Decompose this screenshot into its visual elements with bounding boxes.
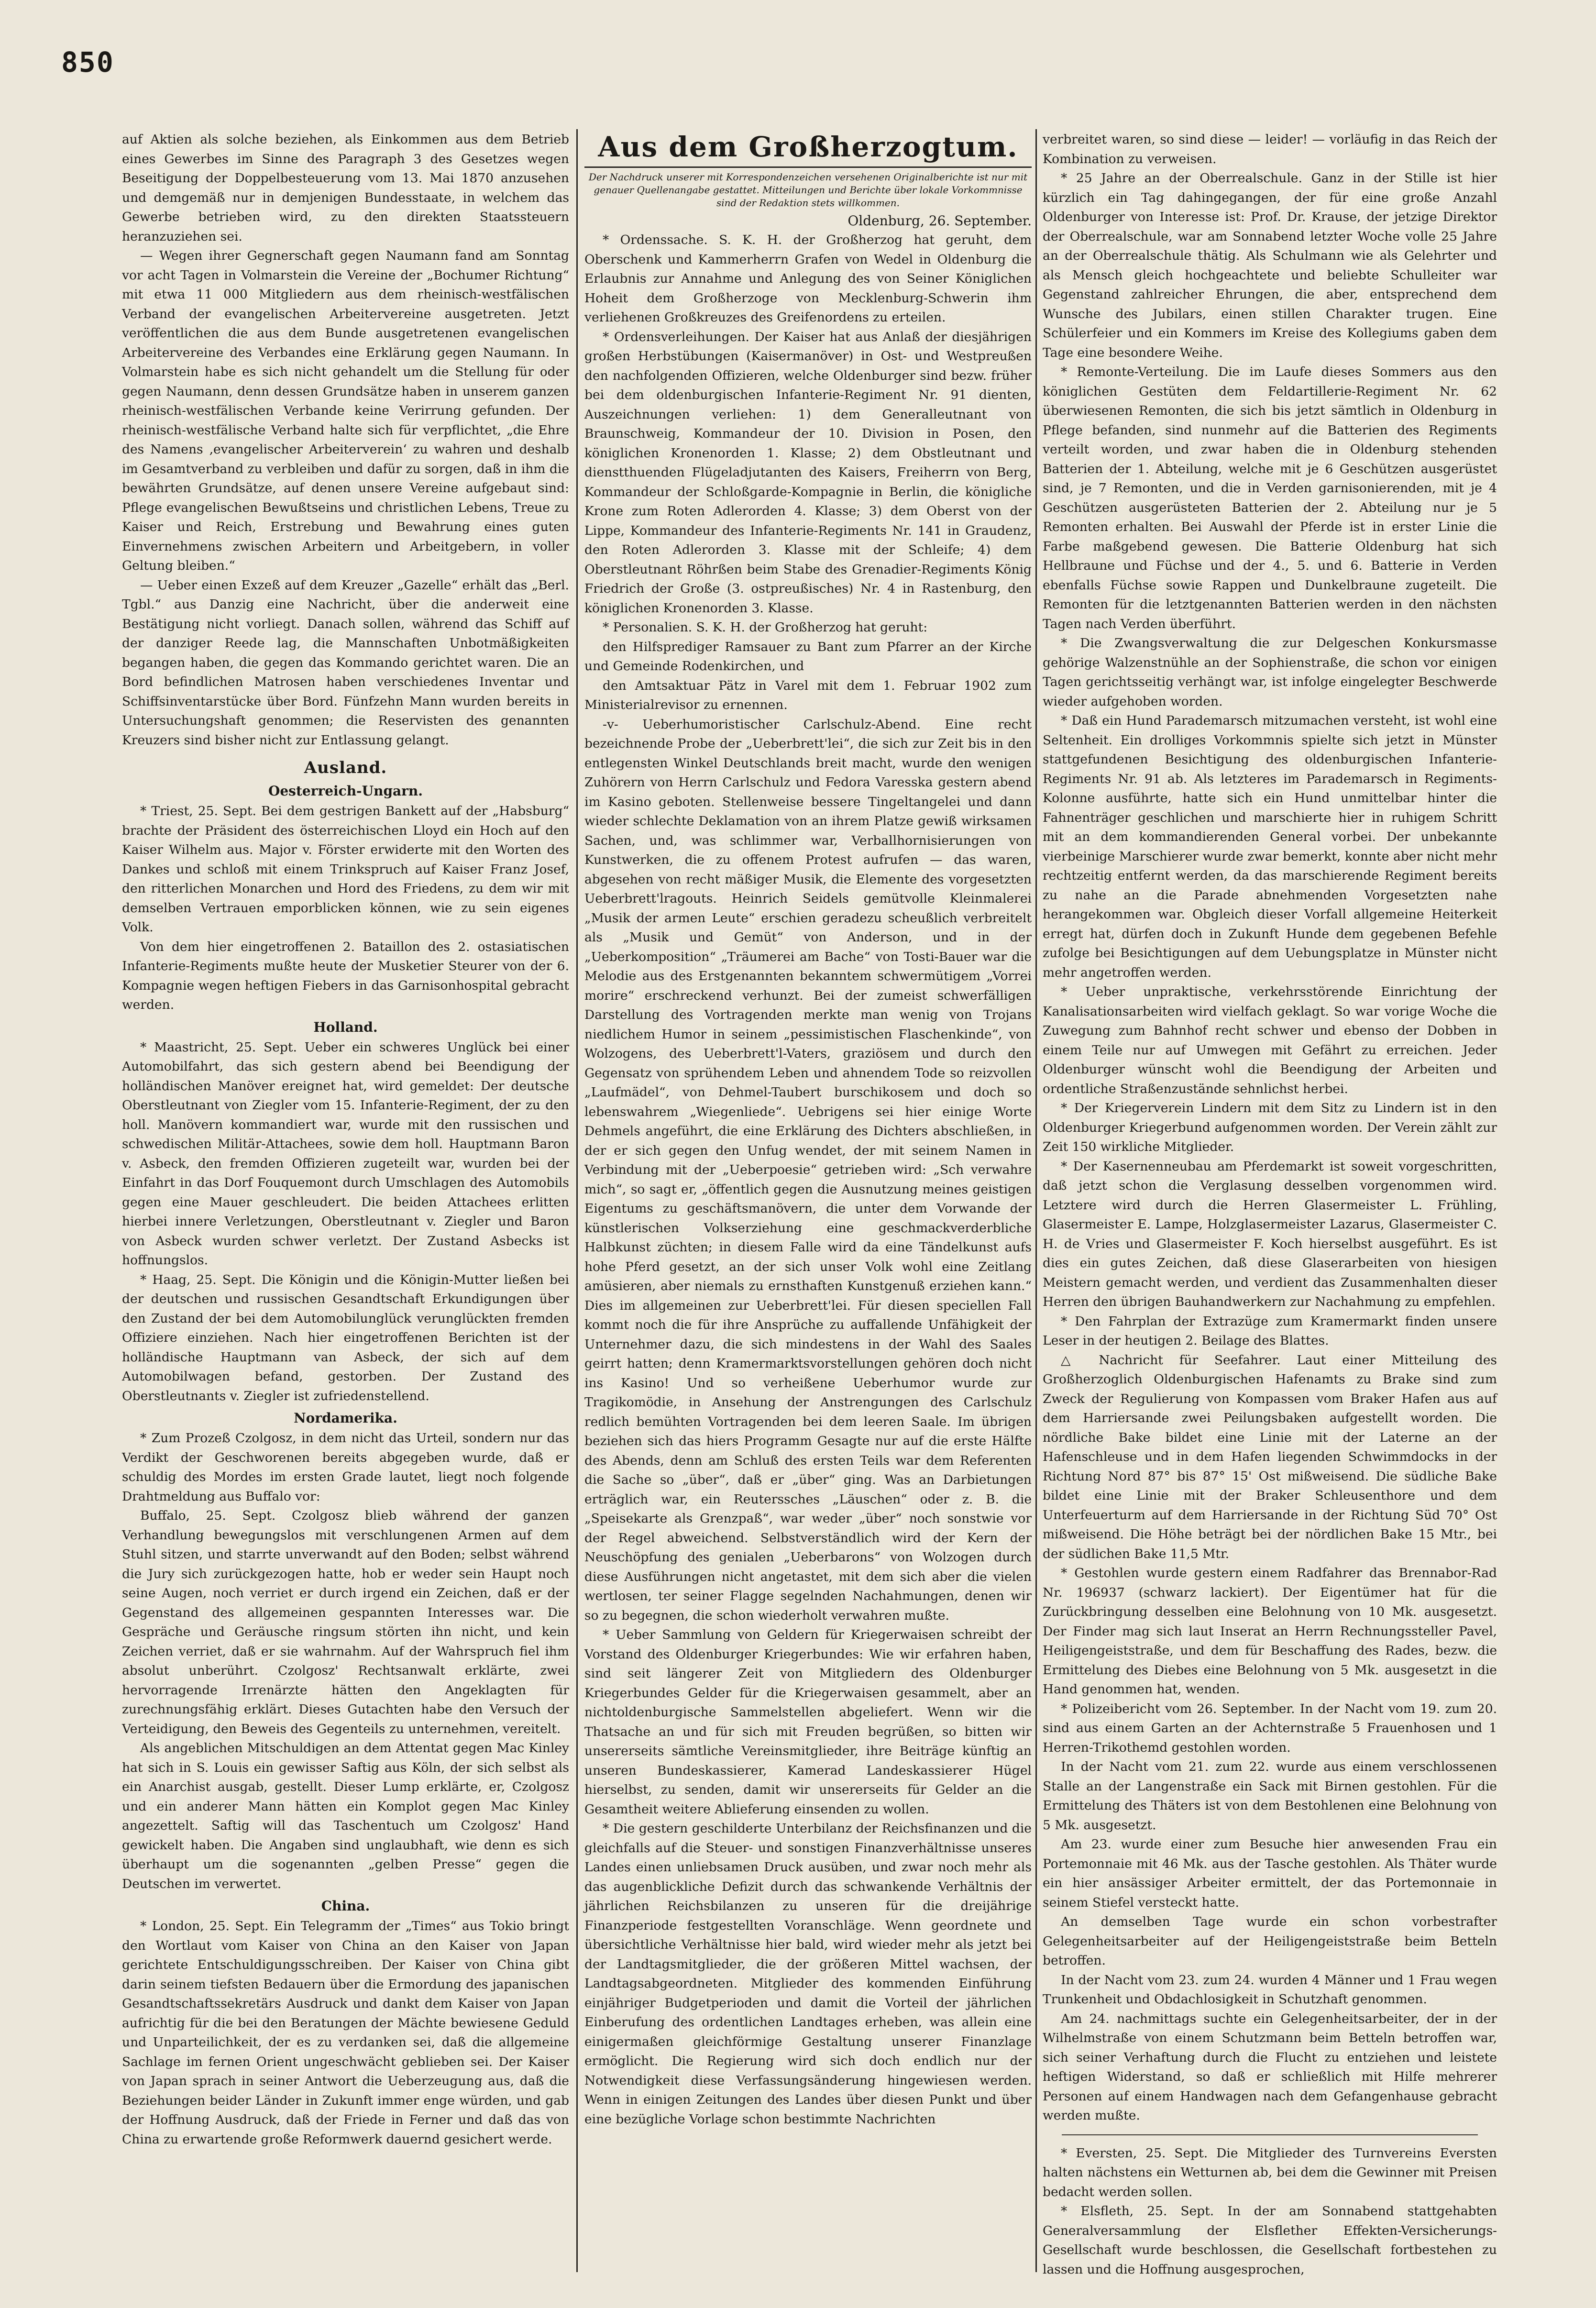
article-paragraph: * 25 Jahre an der Oberrealschule. Ganz in der Stille ist hier kürzlich ein Tag dahingegangen, der für eine große Anzahl Oldenburger von Interesse ist: Prof. Dr. Krause, der jetzige Direktor der Oberrealschule, war am Sonnabend letzter Woche volle 25 Jahre an der Oberrealschule thätig. Als Schulmann wie als Gelehrter und als Mensch gleich hochgeachtete und beliebte Schulleiter war Gegenstand zahlreicher Ehrungen, die aber, entsprechend dem Wunsche des Jubilars, einen stillen Charakter trugen. Eine Schülerfeier und ein Kommers im Kreise des Kollegiums gaben dem Tage eine besondere Weihe. (1043, 171, 1497, 360)
article-paragraph: * Maastricht, 25. Sept. Ueber ein schweres Unglück bei einer Automobilfahrt, das sich gestern abend bei Beendigung der holländischen Manöver ereignet hat, wird gemeldet: Der deutsche Oberstleutnant von Ziegler vom 15. Infanterie-Regiment, der zu den holl. Manövern kommandiert war, wurde mit den russischen und schwedischen Militär-Attachees, sowie dem holl. Hauptmann Baron v. Asbeck, den fremden Offizieren zugeteilt war, wurden bei der Einfahrt in das Dorf Fouquemont durch Umschlagen des Automobils gegen eine Mauer geschleudert. Die beiden Attachees erlitten hierbei innere Verletzungen, Oberstleutnant v. Ziegler und Baron von Asbeck wurden schwer verletzt. Der Zustand Asbecks ist hoffnungslos. (122, 1039, 569, 1268)
column-rule (1035, 129, 1037, 2272)
article-paragraph: * Remonte-Verteilung. Die im Laufe dieses Sommers aus den königlichen Gestüten dem Feldartillerie-Regiment Nr. 62 überwiesenen Remonten, die sich bis jetzt sämtlich in Oldenburg in Pflege befanden, sind nunmehr auf die Batterien des Regiments verteilt worden, und zwar haben die in Oldenburg stehenden Batterien der 1. Abteilung, welche mit je 6 Geschützen ausgerüstet sind, je 7 Remonten, und die in Verden garnisonierenden, mit je 4 Geschützen ausgerüsteten Batterien der 2. Abteilung nur je 5 Remonten erhalten. Bei Auswahl der Pferde ist in erster Linie die Farbe maßgebend gewesen. Die Batterie Oldenburg hat sich Hellbraune und Füchse und der 4., 5. und 6. Batterie in Verden ebenfalls Füchse sowie Rappen und Dunkelbraune zugeteilt. Die Remonten für die letztgenannten Batterien werden in den nächsten Tagen nach Verden überführt. (1043, 364, 1497, 631)
article-paragraph: — Ueber einen Exzeß auf dem Kreuzer „Gazelle“ erhält das „Berl. Tgbl.“ aus Danzig eine Nachricht, über die anderweit eine Bestätigung nicht vorliegt. Danach sollen, während das Schiff auf der danziger Reede lag, die Mannschaften Unbotmäßigkeiten begangen haben, die gegen das Kommando gerichtet waren. Die an Bord befindlichen Matrosen haben verschiedenes Inventar und Schiffsinventarstücke über Bord. Fünfzehn Mann wurden bereits in Untersuchungshaft genommen; die Reservisten des genannten Kreuzers sind bisher nicht zur Entlassung gelangt. (122, 577, 569, 748)
article-paragraph: * Haag, 25. Sept. Die Königin und die Königin-Mutter ließen bei der deutschen und russischen Gesandtschaft Erkundigungen über den Zustand der bei dem Automobilunglück verunglückten fremden Offiziere einziehen. Nach hier eingetroffenen Berichten ist der holländische Hauptmann van Asbeck, der sich auf dem Automobilwagen befand, gestorben. Der Zustand des Oberstleutnants v. Ziegler ist zufriedenstellend. (122, 1272, 569, 1403)
article-paragraph: auf Aktien als solche beziehen, als Einkommen aus dem Betrieb eines Gewerbes im Sinne des Paragraph 3 des Gesetzes wegen Beseitigung der Doppelbesteuerung vom 13. Mai 1870 anzusehen und demgemäß nur in demjenigen Bundesstaate, in welchem das Gewerbe betrieben wird, zu den direkten Staatssteuern heranzuziehen sei. (122, 132, 569, 244)
article-paragraph: In der Nacht vom 23. zum 24. wurden 4 Männer und 1 Frau wegen Trunkenheit und Obdachlosigkeit in Schutzhaft genommen. (1043, 1972, 1497, 2007)
article-paragraph: * Daß ein Hund Parademarsch mitzumachen versteht, ist wohl eine Seltenheit. Ein drolliges Vorkommnis spielte sich jetzt in Münster stattgefundenen Besichtigung des oldenburgischen Infanterie-Regiments Nr. 91 ab. Als letzteres im Parademarsch in Regiments-Kolonne ausführte, hatte sich ein Hund unmittelbar hinter die Fahnenträger geschlichen und marschierte hier in ruhigem Schritt mit an dem kommandierenden General vorbei. Der unbekannte vierbeinige Marschierer wurde zwar bemerkt, konnte aber nicht mehr rechtzeitig entfernt werden, da das marschierende Regiment bereits zu nahe an die Parade abnehmenden Vorgesetzten nahe herangekommen war. Obgleich dieser Vorfall allgemeine Heiterkeit erregt hat, dürfen doch in Zukunft Hunde dem gegebenen Befehle zufolge bei Besichtigungen auf dem Uebungsplatze in Münster nicht mehr angetroffen werden. (1043, 713, 1497, 980)
article-paragraph: Am 23. wurde einer zum Besuche hier anwesenden Frau ein Portemonnaie mit 46 Mk. aus der Tasche gestohlen. Als Thäter wurde ein hier ansässiger Arbeiter ermittelt, der das Portemonnaie in seinem Stiefel versteckt hatte. (1043, 1837, 1497, 1910)
article-paragraph: * Eversten, 25. Sept. Die Mitglieder des Turnvereins Eversten halten nächstens ein Wetturnen ab, bei dem die Gewinner mit Preisen bedacht werden sollen. (1043, 2145, 1497, 2199)
dateline: Oldenburg, 26. September. (848, 213, 1032, 229)
article-paragraph: verbreitet waren, so sind diese — leider! — vorläufig in das Reich der Kombination zu verweisen. (1043, 132, 1497, 166)
article-paragraph: -v- Ueberhumoristischer Carlschulz-Abend. Eine recht bezeichnende Probe der „Ueberbrett'lei“, die sich zur Zeit bis in den entlegensten Winkel Deutschlands breit macht, wurde den wenigen Zuhörern von Herrn Carlschulz und Fedora Varesska gestern abend im Kasino geboten. Stellenweise bessere Tingeltangelei und dann wieder schlechte Deklamation von an ihrem Platze gewiß wirksamen Sachen, und, was schlimmer war, Verballhornisierungen von Kunstwerken, die zu offenem Protest aufrufen — das waren, abgesehen von recht mäßiger Musik, die Elemente des vorgesetzten Ueberbrett'lragouts. Heinrich Seidels gemütvolle Kleinmalerei „Musik der armen Leute“ erschien geradezu scheußlich verbreitelt als „Musik und Gemüt“ von Anderson, und in der „Ueberkomposition“ „Träumerei am Bache“ von Tosti-Bauer war die Melodie aus des Erstgenannten bekanntem schwermütigem „Vorrei morire“ erschreckend verhunzt. Bei der zumeist schwerfälligen Darstellung des Vortragenden merkte man wenig von Trojans niedlichem Humor in seinem „pessimistischen Flaschenkinde“, von Wolzogens, des Ueberbrett'l-Vaters, graziösem und durch den Gegensatz von sprühendem Leben und ahnendem Tode so reizvollen „Laufmädel“, von Dehmel-Taubert burschikosem und doch so lebenswahrem „Wiegenliede“. Uebrigens sei hier einige Worte Dehmels angeführt, die eine Erklärung des Dichters abschließen, in der er sich gegen den Unfug wendet, der mit seinem Namen in Verbindung mit der „Ueberpoesie“ getrieben wird: „Sch verwahre mich“, so sagt er, „öffentlich gegen die Ausnutzung meines geistigen Eigentums zu geschäftsmanövern, die unter dem Vorwande der künstlerischen Volkserziehung eine geschmackverderbliche Halbkunst züchten; in diesem Falle wird da eine Tändelkunst aufs hohe Pferd gesetzt, an der sich unser Volk wohl eine Zeitlang amüsieren, aber niemals zu ernsthaften Kunstgenuß erziehen kann.“ Dies im allgemeinen zur Ueberbrett'lei. Für diesen speciellen Fall kommt noch die für ihre Ansprüche zu auffallende Unfähigkeit der Unternehmer dazu, die sich mindestens in der Wahl des Saales geirrt hatten; denn Kramermarktsvorstellungen gehören doch nicht ins Kasino! Und so verheißene Ueberhumor wurde zur Tragikomödie, in Ansehung der Anstrengungen des Carlschulz redlich bemühten Vortragenden bei dem leeren Saale. Im übrigen beziehen sich das hiers Programm Gesagte nur auf die erste Hälfte des Abends, denn am Schluß des ersten Teils war dem Referenten die Sache so „über“, daß er „über“ ging. Was an Darbietungen erträglich war, ein Reuterssches „Läuschen“ oder z. B. die „Speisekarte als Grenzpaß“, war weder „über“ noch sonstwie vor der Regel abweichend. Selbstverständlich wird der Kern der Neuschöpfung des genialen „Ueberbarons“ von Wolzogen durch diese Ausführungen nicht angetastet, mit dem sich aber die vielen wertlosen, ter seiner Flagge segelnden Nachahmungen, denen wir so zu begegnen, die schon wiederholt verwahren mußte. (584, 717, 1032, 1623)
article-paragraph: Als angeblichen Mitschuldigen an dem Attentat gegen Mac Kinley hat sich in S. Louis ein gewisser Saftig aus Köln, der sich selbst als ein Anarchist ausgab, gestellt. Dieser Lump erklärte, er, Czolgosz und ein anderer Mann hätten ein Komplot gegen Mac Kinley angezettelt. Saftig will das Taschentuch um Czolgosz' Hand gewickelt haben. Die Angaben sind unglaubhaft, wie denn es sich überhaupt um die sogenannten „gelben Presse“ gegen die Deutschen im verwertet. (122, 1741, 569, 1891)
article-paragraph: * Die gestern geschilderte Unterbilanz der Reichsfinanzen und die gleichfalls auf die Steuer- und sonstigen Finanzverhältnisse unseres Landes einen unliebsamen Druck ausüben, und zwar noch mehr als das augenblickliche Defizit durch das schwankende Verhältnis der jährlichen Reichsbilanzen zu unseren für die dreijährige Finanzperiode festgestellten Voranschläge. Wenn geordnete und übersichtliche Verhältnisse hier bald, wird wieder mehr als jetzt bei der Landtagsmitglieder, die der größeren Mittel wachsen, der Landtagsabgeordneten. Mitglieder des kommenden Einführung einjähriger Budgetperioden und damit die Vorteil der jährlichen Einberufung des ordentlichen Landtages erheben, was allein eine einigermaßen gleichförmige Gestaltung unserer Finanzlage ermöglicht. Die Regierung wird sich doch endlich nur der Notwendigkeit diese Verfassungsänderung hingewiesen werden. Wenn in einigen Zeitungen des Landes über diesen Punkt und über eine bezügliche Vorlage schon bestimmte Nachrichten (584, 1821, 1032, 2127)
page-number: 850 (61, 46, 114, 78)
article-paragraph: * Ordensverleihungen. Der Kaiser hat aus Anlaß der diesjährigen großen Herbstübungen (Kaisermanöver) in Ost- und Westpreußen den nachfolgenden Offizieren, welche Oldenburger sind bezw. früher bei dem oldenburgischen Infanterie-Regiment Nr. 91 dienten, Auszeichnungen verliehen: 1) dem Generalleutnant von Braunschweig, Kommandeur der 10. Division in Posen, den königlichen Kronenorden 1. Klasse; 2) dem Obstleutnant und dienstthuenden Flügeladjutanten des Kaisers, Freiherrn von Berg, Kommandeur der Schloßgarde-Kompagnie in Berlin, die königliche Krone zum Roten Adlerorden 4. Klasse; 3) dem Oberst von der Lippe, Kommandeur des Infanterie-Regiments Nr. 141 in Graudenz, den Roten Adlerorden 3. Klasse mit der Schleife; 4) dem Oberstleutnant Röhrßen beim Stabe des Grenadier-Regiments König Friedrich der Große (3. ostpreußisches) Nr. 4 in Rastenburg, den königlichen Kronenorden 3. Klasse. (584, 329, 1032, 616)
article-paragraph: * Den Fahrplan der Extrazüge zum Kramermarkt finden unsere Leser in der heutigen 2. Beilage des Blattes. (1043, 1314, 1497, 1348)
article-paragraph: den Amtsaktuar Pätz in Varel mit dem 1. Februar 1902 zum Ministerialrevisor zu ernennen. (584, 678, 1032, 712)
article-paragraph: * London, 25. Sept. Ein Telegramm der „Times“ aus Tokio bringt den Wortlaut vom Kaiser von China an den Kaiser von Japan gerichtete Entschuldigungsschreiben. Der Kaiser von China gibt darin seinem tiefsten Bedauern über die Ermordung des japanischen Gesandtschaftssekretärs Ausdruck und dankt dem Kaiser von Japan aufrichtig für die bei den Beratungen der Mächte bewiesene Geduld und Unparteilichkeit, der es zu verdanken sei, daß die allgemeine Sachlage im fernen Orient ungeschwächt geblieben sei. Der Kaiser von Japan sprach in seiner Antwort die Ueberzeugung aus, daß die Beziehungen beider Länder in Zukunft immer enge würden, und gab der Hoffnung Ausdruck, daß der Friede in Ferner und daß das von China zu erwartende große Reformwerk dauernd gesichert werde. (122, 1919, 569, 2147)
article-paragraph: * Ueber Sammlung von Geldern für Kriegerwaisen schreibt der Vorstand des Oldenburger Kriegerbundes: Wie wir erfahren haben, sind seit längerer Zeit von Mitgliedern des Oldenburger Kriegerbundes Gelder für die Kriegerwaisen gesammelt, aber an nichtoldenburgische Sammelstellen abgeliefert. Wenn wir die Thatsache an und für sich mit Freuden begrüßen, so bitten wir unsererseits sämtliche Vereinsmitglieder, ihre Beiträge künftig an unseren Bundeskassierer, Kamerad Landeskassierer Hügel hierselbst, zu senden, damit wir unsererseits für Gelder an die Gesamtheit weitere Ablieferung einsenden zu wollen. (584, 1627, 1032, 1817)
article-paragraph: * Personalien. S. K. H. der Großherzog hat geruht: (603, 620, 928, 635)
article-paragraph: * Der Kriegerverein Lindern mit dem Sitz zu Lindern ist in den Oldenburger Kriegerbund aufgenommen worden. Der Verein zählt zur Zeit 150 wirkliche Mitglieder. (1043, 1101, 1497, 1154)
article-paragraph: An demselben Tage wurde ein schon vorbestrafter Gelegenheitsarbeiter auf der Heiligengeiststraße beim Betteln betroffen. (1043, 1914, 1497, 1968)
column-rule (576, 129, 578, 2272)
article-paragraph: * Ordenssache. S. K. H. der Großherzog hat geruht, dem Oberschenk und Kammerherrn Grafen von Wedel in Oldenburg die Erlaubnis zur Annahme und Anlegung des von Seiner Königlichen Hoheit dem Großherzoge von Mecklenburg-Schwerin ihm verliehenen Großkreuzes des Greifenordens zu erteilen. (584, 232, 1032, 325)
column-2 (584, 130, 1032, 2268)
article-paragraph: Buffalo, 25. Sept. Czolgosz blieb während der ganzen Verhandlung bewegungslos mit verschlungenen Armen auf dem Stuhl sitzen, und starrte unverwandt auf den Boden; selbst während die Jury sich zurückgezogen hatte, hob er weder sein Haupt noch seine Augen, noch verriet er durch irgend ein Zeichen, daß er der Gegenstand des allgemeinen gespannten Interesses war. Die Gespräche und Geräusche ringsum störten ihn nicht, und kein Zeichen verriet, daß er sie wahrnahm. Auf der Wahrspruch fiel ihm absolut unberührt. Czolgosz' Rechtsanwalt erklärte, zwei hervorragende Irrenärzte hätten den Angeklagten für zurechnungsfähig erklärt. Dieses Gutachten habe den Versuch der Verteidigung, den Beweis des Gegenteils zu unternehmen, vereitelt. (122, 1508, 569, 1736)
column-1 (122, 130, 569, 2268)
section-heading-ausland: Ausland. (304, 758, 387, 777)
article-paragraph: * Die Zwangsverwaltung die zur Delgeschen Konkursmasse gehörige Walzenstnühle an der Sophienstraße, die schon vor einigen Tagen gerichtsseitig verhängt war, ist infolge eingelegter Beschwerde wieder aufgehoben worden. (1043, 636, 1497, 709)
article-paragraph: — Wegen ihrer Gegnerschaft gegen Naumann fand am Sonntag vor acht Tagen in Volmarstein die Vereine der „Bochumer Richtung“ mit etwa 11 000 Mitgliedern aus dem rheinisch-westfälischen Verband der evangelischen Arbeitervereine ausgetreten. Jetzt veröffentlichen die aus dem Bunde ausgetretenen evangelischen Arbeitervereine des Verbandes eine Erklärung gegen Naumann. In Volmarstein habe es sich nicht gehandelt um die Stellung für oder gegen Naumann, denn dessen Grundsätze haben in unserem ganzen rheinisch-westfälischen Verbande keine Verirrung gefunden. Der rheinisch-westfälische Verband halte sich für verpflichtet, „die Ehre des Namens ‚evangelischer Arbeiterverein‘ zu wahren und deshalb im Gesamtverband zu verbleiben und dafür zu sorgen, daß in ihm die bewährten Grundsätze, auf denen unsere Vereine aufgebaut sind: Pflege evangelischen Bewußtseins und christlichen Lebens, Treue zu Kaiser und Reich, Erstrebung und Bewahrung eines guten Einvernehmens zwischen Arbeitern und Arbeitgebern, in voller Geltung bleiben.“ (122, 248, 569, 573)
section-masthead: Aus dem Großherzogtum. (584, 130, 1032, 168)
article-paragraph: * Der Kasernenneubau am Pferdemarkt ist soweit vorgeschritten, daß jetzt schon die Verglasung desselben vorgenommen wird. Letztere wird durch die Herren Glasermeister L. Frühling, Glasermeister E. Lampe, Holzglasermeister Lazarus, Glasermeister C. H. de Vries und Glasermeister F. Koch hierselbst ausgeführt. Es ist dies ein gutes Zeichen, daß diese Glaserarbeiten von hiesigen Meistern gemacht werden, und verdient das Zusammenhalten dieser Herren den übrigen Bauhandwerkern zur Nachahmung zu empfehlen. (1043, 1159, 1497, 1309)
article-paragraph: In der Nacht vom 21. zum 22. wurde aus einem verschlossenen Stalle an der Langenstraße ein Sack mit Birnen gestohlen. Für die Ermittelung des Thäters ist von dem Bestohlenen eine Belohnung von 5 Mk. ausgesetzt. (1043, 1759, 1497, 1833)
article-paragraph: Am 24. nachmittags suchte ein Gelegenheitsarbeiter, der in der Wilhelmstraße von einem Schutzmann beim Betteln betroffen war, sich seiner Verhaftung durch die Flucht zu entziehen und leistete heftigen Widerstand, so daß er schließlich mit Hilfe mehrerer Personen auf einem Handwagen nach dem Gefangenhause gebracht werden mußte. (1043, 2011, 1497, 2123)
article-paragraph: den Hilfsprediger Ramsauer zu Bant zum Pfarrer an der Kirche und Gemeinde Rodenkirchen, und (584, 639, 1032, 674)
article-paragraph: * Elsfleth, 25. Sept. In der am Sonnabend stattgehabten Generalversammlung der Elsflether Effekten-Versicherungs-Gesellschaft wurde beschlossen, die Gesellschaft fortbestehen zu lassen und die Hoffnung ausgesprochen, (1043, 2204, 1497, 2277)
subsection-heading: China. (321, 1898, 370, 1914)
article-paragraph: * Gestohlen wurde gestern einem Radfahrer das Brennabor-Rad Nr. 196937 (schwarz lackiert). Der Eigentümer hat für die Zurückbringung desselben eine Belohnung von 10 Mk. ausgesetzt. Der Finder mag sich laut Inserat an Herrn Rechnungssteller Pavel, Heiligengeiststraße, und dem für Beschaffung des Rades, bezw. die Ermittelung des Diebes eine Belohnung von 5 Mk. ausgesetzt in die Hand genommen hat, wenden. (1043, 1566, 1497, 1697)
subsection-heading: Nordamerika. (294, 1410, 397, 1426)
subsection-heading: Holland. (313, 1019, 378, 1035)
article-paragraph: △ Nachricht für Seefahrer. Laut einer Mitteilung des Großherzoglich Oldenburgischen Hafenamts zu Brake sind zum Zweck der Regulierung von Kompassen vom Braker Hafen aus auf dem Harriersande zwei Peilungsbaken aufgestellt worden. Die nördliche Bake bildet eine Linie mit der Laterne an der Hafenschleuse und in dem Hafen liegenden Schwimmdocks in der Richtung Nord 87° bis 87° 15' Ost mißweisend. Die südliche Bake bildet eine Linie mit der Braker Schleusenthore und dem Unterfeuerturm auf dem Harriersande in der Richtung Süd 70° Ost mißweisend. Die Höhe beträgt bei der nördlichen Bake 15 Mtr., bei der südlichen Bake 11,5 Mtr. (1043, 1352, 1497, 1561)
article-paragraph: * Triest, 25. Sept. Bei dem gestrigen Bankett auf der „Habsburg“ brachte der Präsident des österreichischen Lloyd ein Hoch auf den Kaiser Wilhelm aus. Major v. Förster erwiderte mit den Worten des Dankes und schloß mit einem Trinkspruch auf Kaiser Franz Josef, den ritterlichen Monarchen und Hord des Friedens, zu dem wir mit demselben Vertrauen emporblicken können, wie zu sein eigenes Volk. (122, 804, 569, 935)
masthead-note: Der Nachdruck unserer mit Korrespondenzeichen versehenen Originalberichte ist nur mit genauer Quellenangabe gestattet. Mitteilungen und Berichte über lokale Vorkommnisse sind der Redaktion stets willkommen. (588, 171, 1028, 209)
column-3 (1043, 130, 1497, 2277)
article-separator (1062, 2134, 1478, 2135)
article-paragraph: * Zum Prozeß Czolgosz, in dem nicht das Urteil, sondern nur das Verdikt der Geschworenen bereits abgegeben wurde, daß er schuldig des Mordes im ersten Grade lautet, liegt noch folgende Drahtmeldung aus Buffalo vor: (122, 1431, 569, 1504)
article-paragraph: Von dem hier eingetroffenen 2. Bataillon des 2. ostasiatischen Infanterie-Regiments mußte heute der Musketier Steurer von der 6. Kompagnie wegen heftigen Fiebers in das Garnisonhospital gebracht werden. (122, 939, 569, 1012)
article-paragraph: * Ueber unpraktische, verkehrsstörende Einrichtung der Kanalisationsarbeiten wird vielfach geklagt. So war vorige Woche die Zuwegung zum Bahnhof recht schwer und ebenso der Dobben in einem Teile nur auf Umwegen mit Gefährt zu erreichen. Jeder Oldenburger wünscht wohl die Beendigung der Arbeiten und ordentliche Straßenzustände sehnlichst herbei. (1043, 984, 1497, 1096)
article-paragraph: * Polizeibericht vom 26. September. In der Nacht vom 19. zum 20. sind aus einem Garten an der Achternstraße 5 Frauenhosen und 1 Herren-Trikothemd gestohlen worden. (1043, 1701, 1497, 1755)
subsection-heading: Oesterreich-Ungarn. (268, 783, 423, 799)
